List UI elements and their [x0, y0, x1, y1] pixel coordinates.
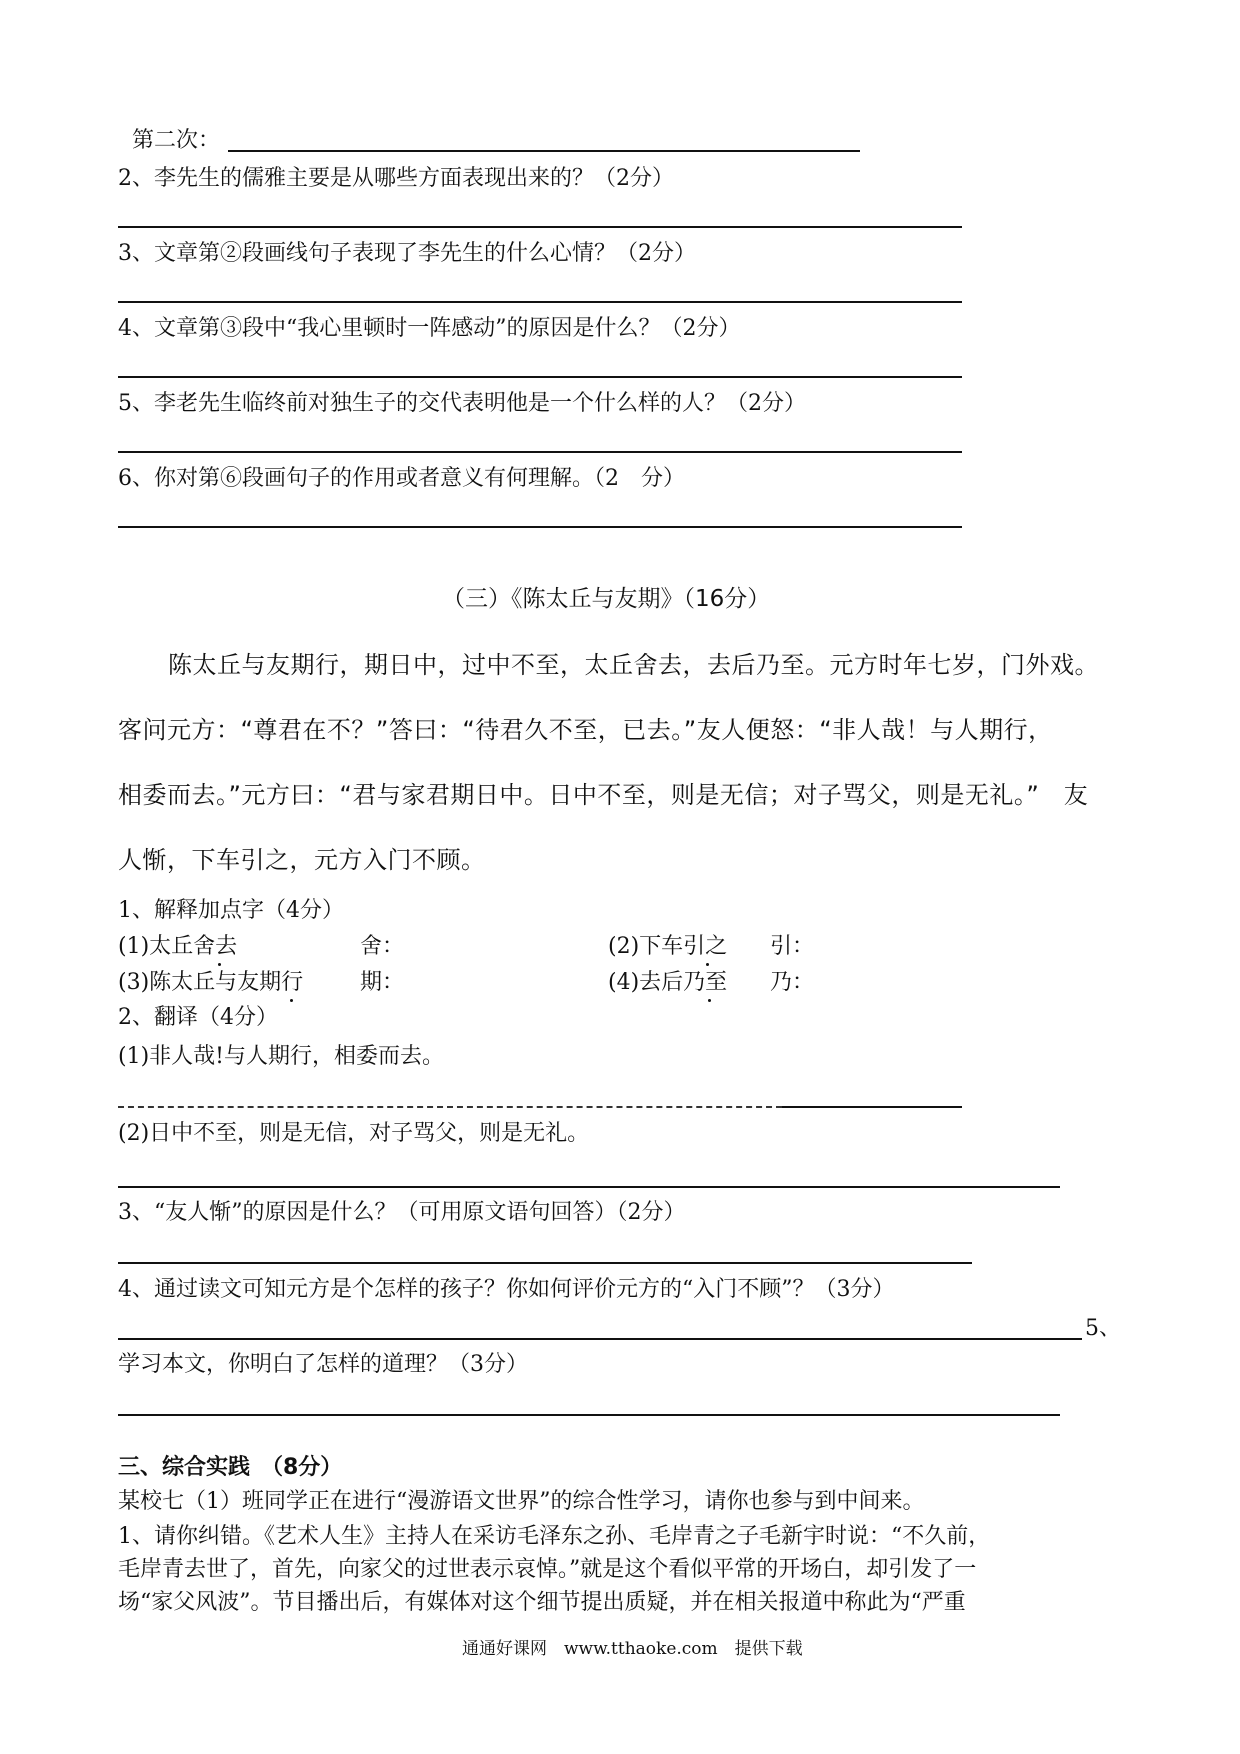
footer-credit: 通通好课网 www.tthaoke.com 提供下载: [462, 1639, 803, 1659]
question-5: 5、李老先生临终前对独生子的交代表明他是一个什么样的人？（2分）: [118, 391, 806, 416]
q1-item-4-label: 乃：: [770, 970, 815, 995]
q1-item-3-label: 期：: [360, 970, 405, 995]
question-2: 2、李先生的儒雅主要是从哪些方面表现出来的？（2分）: [118, 166, 674, 191]
practice-section-title: 三、综合实践 （8分）: [118, 1455, 343, 1480]
q3: 3、“友人惭”的原因是什么？（可用原文语句回答）（2分）: [118, 1200, 686, 1225]
practice-line: 毛岸青去世了，首先，向家父的过世表示哀悼。”就是这个看似平常的开场白，却引发了一: [118, 1557, 977, 1582]
question-3: 3、文章第②段画线句子表现了李先生的什么心情？（2分）: [118, 241, 696, 266]
section-title: （三）《陈太丘与友期》（16分）: [442, 586, 771, 612]
q5: 学习本文，你明白了怎样的道理？（3分）: [118, 1352, 528, 1377]
passage-line: 客问元方：“尊君在不？”答曰：“待君久不至，已去。”友人便怒：“非人哉！与人期行，: [118, 716, 1053, 744]
q1-item-2-label: 引：: [770, 934, 815, 959]
q2-sentence-1: (1)非人哉!与人期行，相委而去。: [118, 1044, 445, 1069]
emphasis-dot: [708, 999, 711, 1002]
q5-number: 5、: [1085, 1316, 1121, 1341]
q2-sentence-2: (2)日中不至，则是无信，对子骂父，则是无礼。: [118, 1121, 590, 1146]
answer-line: [118, 1186, 1060, 1188]
answer-line: [118, 1106, 782, 1108]
q1-item-2: (2)下车引之: [608, 934, 728, 959]
practice-intro: 某校七（1）班同学正在进行“漫游语文世界”的综合性学习，请你也参与到中间来。: [118, 1489, 925, 1514]
answer-line: [118, 526, 962, 528]
answer-line: [118, 1414, 1060, 1416]
answer-line: [118, 1262, 972, 1264]
question-6: 6、你对第⑥段画句子的作用或者意义有何理解。（2 分）: [118, 466, 685, 491]
q1-title: 1、解释加点字（4分）: [118, 898, 344, 923]
answer-line: [118, 451, 962, 453]
q1-item-3: (3)陈太丘与友期行: [118, 970, 304, 995]
second-attempt-label: 第二次：: [132, 128, 221, 153]
q2-title: 2、翻译（4分）: [118, 1005, 278, 1030]
answer-line: [118, 226, 962, 228]
answer-line: [118, 301, 962, 303]
practice-line: 1、请你纠错。《艺术人生》主持人在采访毛泽东之孙、毛岸青之子毛新宇时说：“不久前，: [118, 1524, 991, 1549]
answer-line: [782, 1106, 962, 1108]
passage-line: 相委而去。”元方曰：“君与家君期日中。日中不至，则是无信；对子骂父，则是无礼。” 友: [118, 781, 1089, 809]
q1-item-4: (4)去后乃至: [608, 970, 728, 995]
q1-item-1-label: 舍：: [360, 934, 405, 959]
emphasis-dot: [706, 963, 709, 966]
answer-line: [118, 376, 962, 378]
emphasis-dot: [290, 999, 293, 1002]
passage-line: 人惭，下车引之，元方入门不顾。: [118, 846, 486, 874]
emphasis-dot: [218, 963, 221, 966]
q1-item-1: (1)太丘舍去: [118, 934, 238, 959]
practice-line: 场“家父风波”。节目播出后，有媒体对这个细节提出质疑，并在相关报道中称此为“严重: [118, 1590, 966, 1615]
question-4: 4、文章第③段中“我心里顿时一阵感动”的原因是什么？（2分）: [118, 316, 741, 341]
answer-line: [118, 1338, 1082, 1340]
q4: 4、通过读文可知元方是个怎样的孩子？你如何评价元方的“入门不顾”？（3分）: [118, 1277, 895, 1302]
answer-line: [228, 150, 860, 152]
passage-line: 陈太丘与友期行，期日中，过中不至，太丘舍去，去后乃至。元方时年七岁，门外戏。: [168, 651, 1099, 679]
